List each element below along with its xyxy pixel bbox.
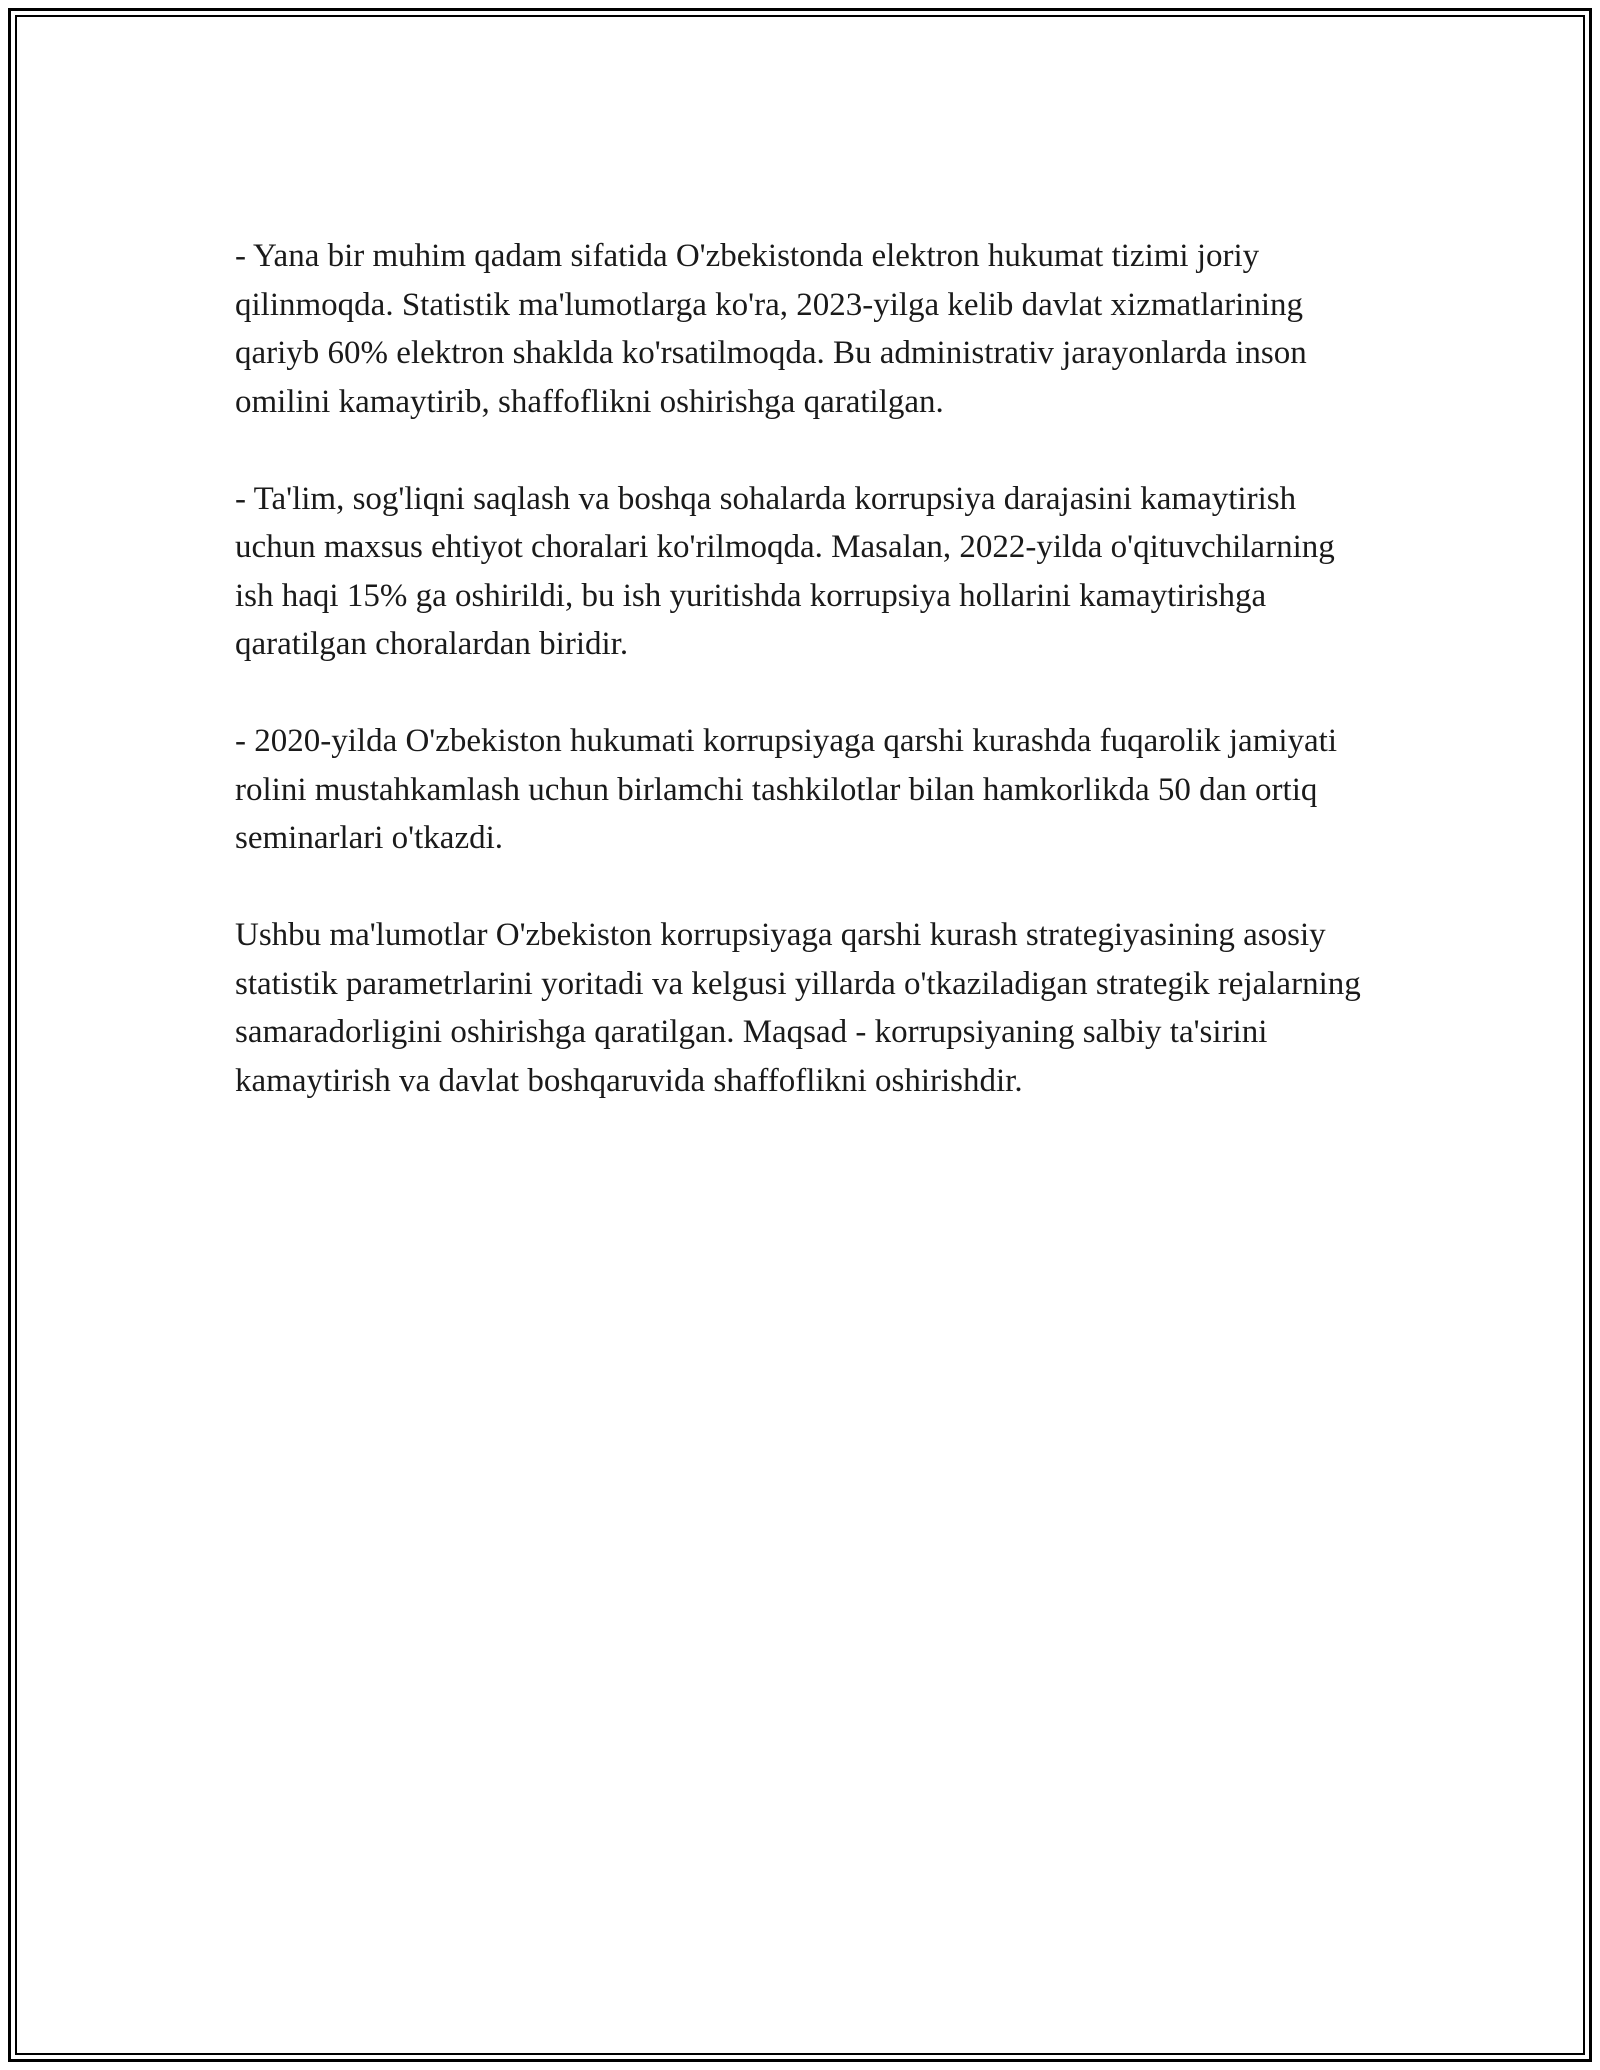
- document-body: [235, 232, 1365, 1154]
- paragraph-sector-measures: - Ta'lim, sog'liqni saqlash va boshqa sohalarda korrupsiya darajasini kamaytirish uchun maxsus ehtiyot choralari ko'rilmoqda. Masalan, 2022-yilda o'qituvchilarning ish haqi 15% ga oshirildi, bu ish yuritishda korrupsiya hollarini kamaytirishga qaratilgan choralardan biridir.: [235, 480, 1335, 662]
- paragraph-conclusion: Ushbu ma'lumotlar O'zbekiston korrupsiyaga qarshi kurash strategiyasining asosiy statistik parametrlarini yoritadi va kelgusi yillarda o'tkaziladigan strategik rejalarning samaradorligini oshirishga qaratilgan. Maqsad - korrupsiyaning salbiy ta'sirini kamaytirish va davlat boshqaruvida shaffoflikni oshirishdir.: [235, 917, 1361, 1099]
- paragraph-e-government: - Yana bir muhim qadam sifatida O'zbekistonda elektron hukumat tizimi joriy qilinmoqda. Statistik ma'lumotlarga ko'ra, 2023-yilga kelib davlat xizmatlarining qariyb 60% elektron shaklda ko'rsatilmoqda. Bu administrativ jarayonlarda inson omilini kamaytirib, shaffoflikni oshirishga qaratilgan.: [235, 238, 1307, 420]
- paragraph-civil-society: - 2020-yilda O'zbekiston hukumati korrupsiyaga qarshi kurashda fuqarolik jamiyati rolini mustahkamlash uchun birlamchi tashkilotlar bilan hamkorlikda 50 dan ortiq seminarlari o'tkazdi.: [235, 723, 1338, 856]
